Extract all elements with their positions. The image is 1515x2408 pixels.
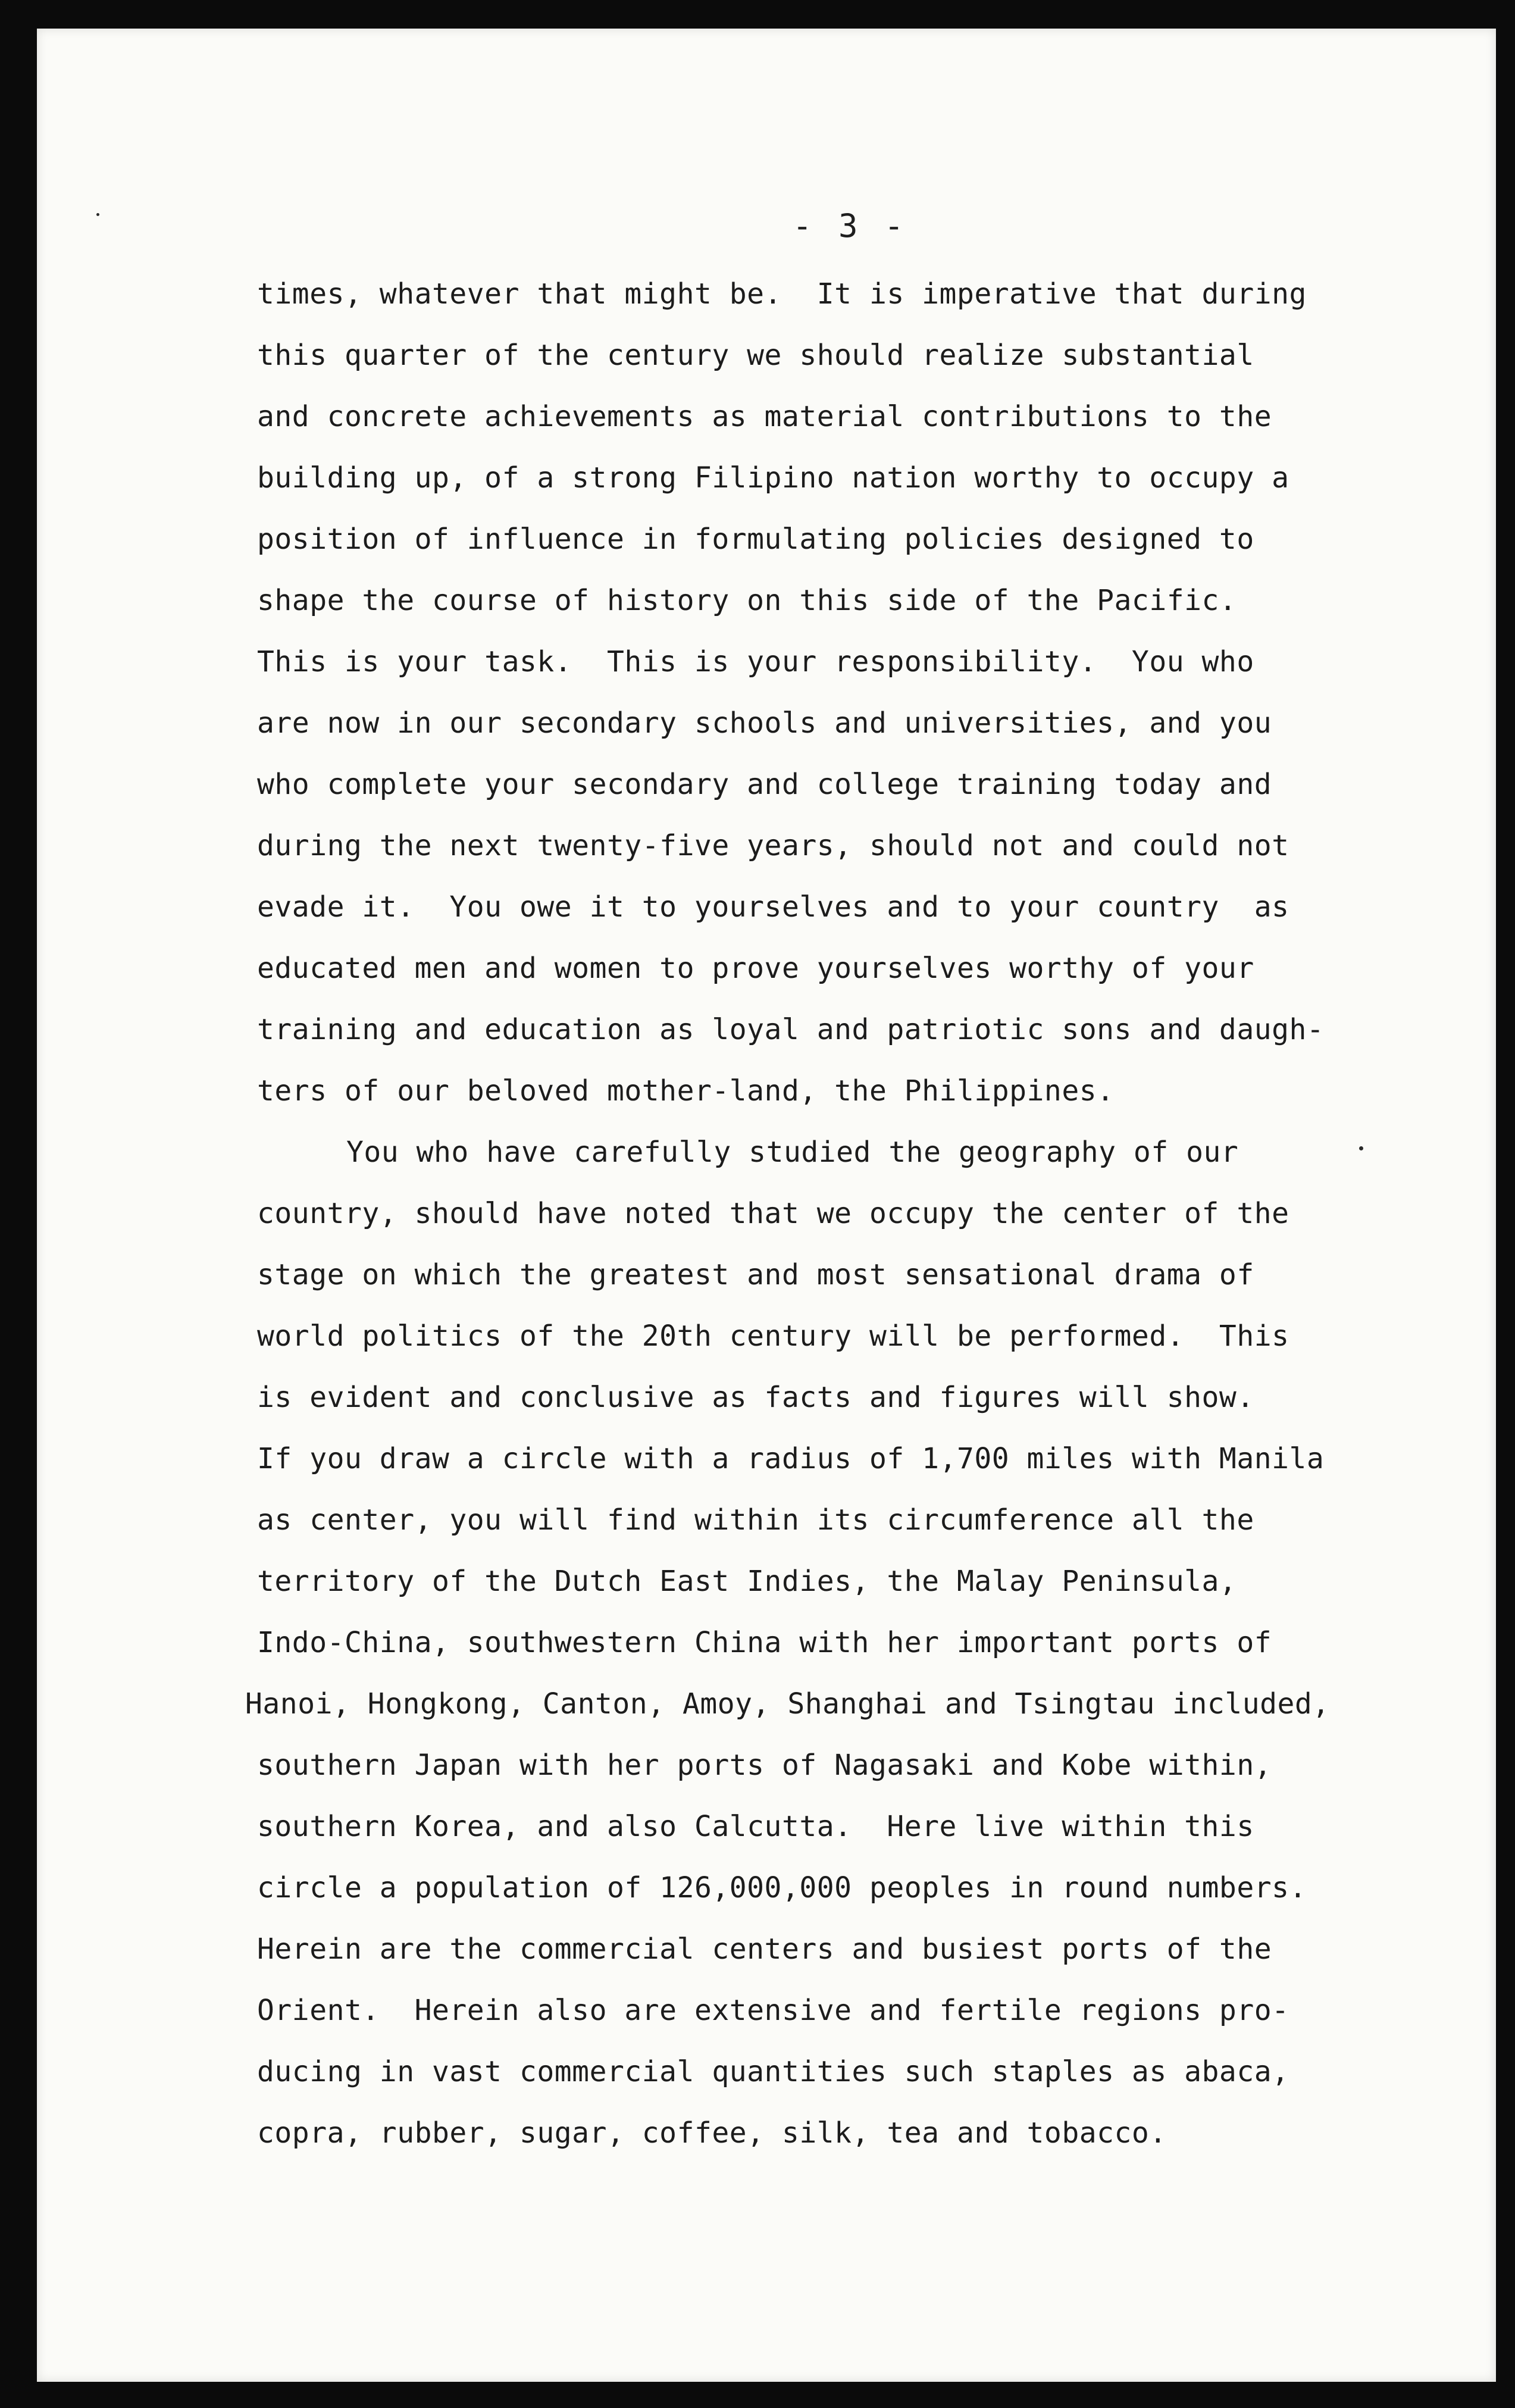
- text-line: Herein are the commercial centers and busiest ports of the: [257, 1932, 1272, 1966]
- text-line: Orient. Herein also are extensive and fertile regions pro-: [257, 1994, 1289, 2027]
- text-line: southern Korea, and also Calcutta. Here live within this: [257, 1810, 1254, 1843]
- text-line: this quarter of the century we should realize substantial: [257, 339, 1254, 372]
- text-line: This is your task. This is your responsibility. You who: [257, 645, 1254, 678]
- text-line: and concrete achievements as material contributions to the: [257, 400, 1272, 433]
- page-number: - 3 -: [793, 207, 907, 245]
- text-line: building up, of a strong Filipino nation worthy to occupy a: [257, 461, 1289, 495]
- text-line: world politics of the 20th century will be performed. This: [257, 1319, 1289, 1353]
- text-line: times, whatever that might be. It is imperative that during: [257, 277, 1307, 311]
- text-line: copra, rubber, sugar, coffee, silk, tea and tobacco.: [257, 2116, 1167, 2150]
- text-line: are now in our secondary schools and universities, and you: [257, 706, 1272, 740]
- ink-speck: [1359, 1146, 1363, 1150]
- text-line: Indo-China, southwestern China with her important ports of: [257, 1626, 1272, 1659]
- text-line: shape the course of history on this side of the Pacific.: [257, 584, 1237, 617]
- text-line: is evident and conclusive as facts and figures will show.: [257, 1381, 1254, 1414]
- typewritten-page: [37, 29, 1496, 2382]
- text-line: southern Japan with her ports of Nagasaki and Kobe within,: [257, 1749, 1272, 1782]
- text-line: who complete your secondary and college training today and: [257, 768, 1272, 801]
- text-line: ters of our beloved mother-land, the Philippines.: [257, 1074, 1115, 1108]
- text-line: educated men and women to prove yourselves worthy of your: [257, 952, 1254, 985]
- text-line: country, should have noted that we occupy the center of the: [257, 1197, 1289, 1230]
- text-line: during the next twenty-five years, should not and could not: [257, 829, 1289, 862]
- text-line: position of influence in formulating policies designed to: [257, 523, 1254, 556]
- text-line: territory of the Dutch East Indies, the Malay Peninsula,: [257, 1565, 1237, 1598]
- text-line: evade it. You owe it to yourselves and to your country as: [257, 890, 1289, 924]
- text-line: stage on which the greatest and most sensational drama of: [257, 1258, 1254, 1291]
- text-line: Hanoi, Hongkong, Canton, Amoy, Shanghai and Tsingtau included,: [245, 1687, 1330, 1721]
- paragraph-start-line: You who have carefully studied the geography of our: [346, 1136, 1239, 1169]
- text-line: circle a population of 126,000,000 peoples in round numbers.: [257, 1871, 1307, 1904]
- text-line: training and education as loyal and patriotic sons and daugh-: [257, 1013, 1325, 1046]
- text-line: If you draw a circle with a radius of 1,700 miles with Manila: [257, 1442, 1325, 1475]
- text-line: as center, you will find within its circumference all the: [257, 1503, 1254, 1537]
- text-line: ducing in vast commercial quantities such staples as abaca,: [257, 2055, 1289, 2088]
- ink-speck: [96, 213, 99, 216]
